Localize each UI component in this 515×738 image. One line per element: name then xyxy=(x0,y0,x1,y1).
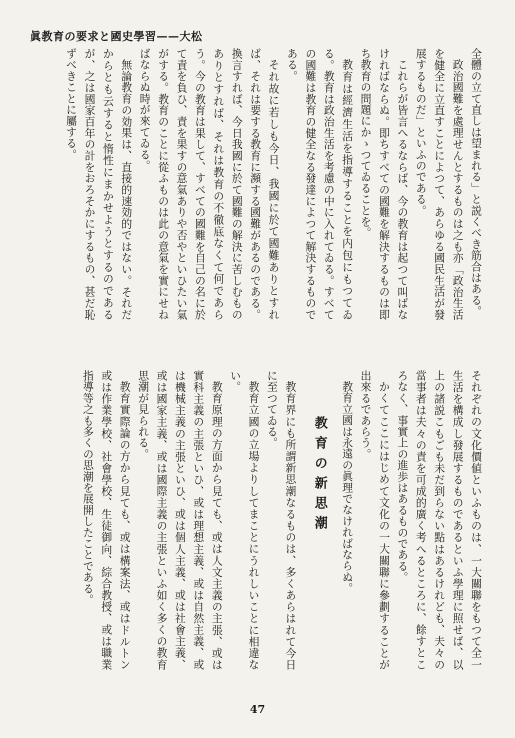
paragraph: それ故に若しも今日、我國に於て國難ありとすれば、それは要する教育に瀕する國難があるのである。換言すれば、今日我國に於て國難の解決に苦しむものありとすれば、それは教育の不徹底なくて何であらう。今の教育は果して、すべての國難を自己の名に於て責を負ひ、責を果すの意氣ありや否やといひたい氣がする。教育のことに從ふものは此の意氣を實にせねばならぬ時が來てゐる。 xyxy=(138,48,281,320)
lower-text-block xyxy=(19,370,485,670)
section-heading: 教育の新思潮 xyxy=(311,415,327,536)
paragraph: 教育立國は永遠の眞理でなければならぬ。 xyxy=(341,380,355,594)
paragraph: 教育界にも所謂新思潮なるものは、多くあらはれて今日に至つてゐる。 xyxy=(265,370,298,670)
paragraph: 無論教育の効果は、直接的速効的ではない。それだからとも云すると惰性にまかせようとするのであるが、之は國家百年の計をおろそかにするもの、甚だ恥ずべきことに屬する。 xyxy=(65,48,134,320)
page-number: 47 xyxy=(249,703,266,716)
paragraph: 教育實際論の方から見ても、或は構案法、或はドルトン或は作業學校、社會學校、生徒御向、綜合教授、或は職業指導等之も多くの思潮を展開したことである。 xyxy=(81,370,132,670)
paragraph: 教育原理の方面から見ても、或は人文主義の主張、或は實科主義の主張といひ、或は理想主義、或は自然主義、或は機械主義の主張といひ、或は個人主義、或は社會主義、或は國家主義、或は國際主義の主張といふ如く多くの教育思潮が見られる。 xyxy=(137,370,224,670)
paragraph: それぞれの文化價値といふものは、一大關聯をもつて全一生活を構成し發展するものであるといふ學理に照せば、以上の諸説こもごも未だ到らない點はあるけれども、夫々の當事者は夫々の責を可成的廣く考へるところに、餘すところなく、事實上の進歩はあるものである。 xyxy=(396,370,483,670)
paragraph: 教育立國の立場よりしてまことにうれしいことに相違ない。 xyxy=(229,370,261,670)
paragraph: 教育は經濟生活を指導することを内包にもつてゐる。教育は政治生活を考慮の中に入れてゐる。すべての國難は教育の健全なる發達によつて解決するものである。 xyxy=(285,48,355,320)
paragraph: かくてここにはじめて文化の一大關聯に參劃することが出來るであらう。 xyxy=(359,370,391,670)
paragraph: 政治國難を處理せんとするものは之も亦「政治生活を健全に立直すことによつて、あらゆる國民生活が發展するものだ」といふのである。 xyxy=(414,48,465,320)
running-head: 眞教育の要求と國史學習——大松 xyxy=(30,30,203,43)
upper-text-block xyxy=(19,48,485,320)
paragraph: これらが皆言へるならば、今の教育は起つて叫ばなければならぬ。即ちすべての國難を解決するものは即ち教育の問題にかゝつてゐることを。 xyxy=(359,48,410,320)
paragraph: 全體の立て直しは望まれる」と説くべき筋合はある。 xyxy=(470,48,483,317)
